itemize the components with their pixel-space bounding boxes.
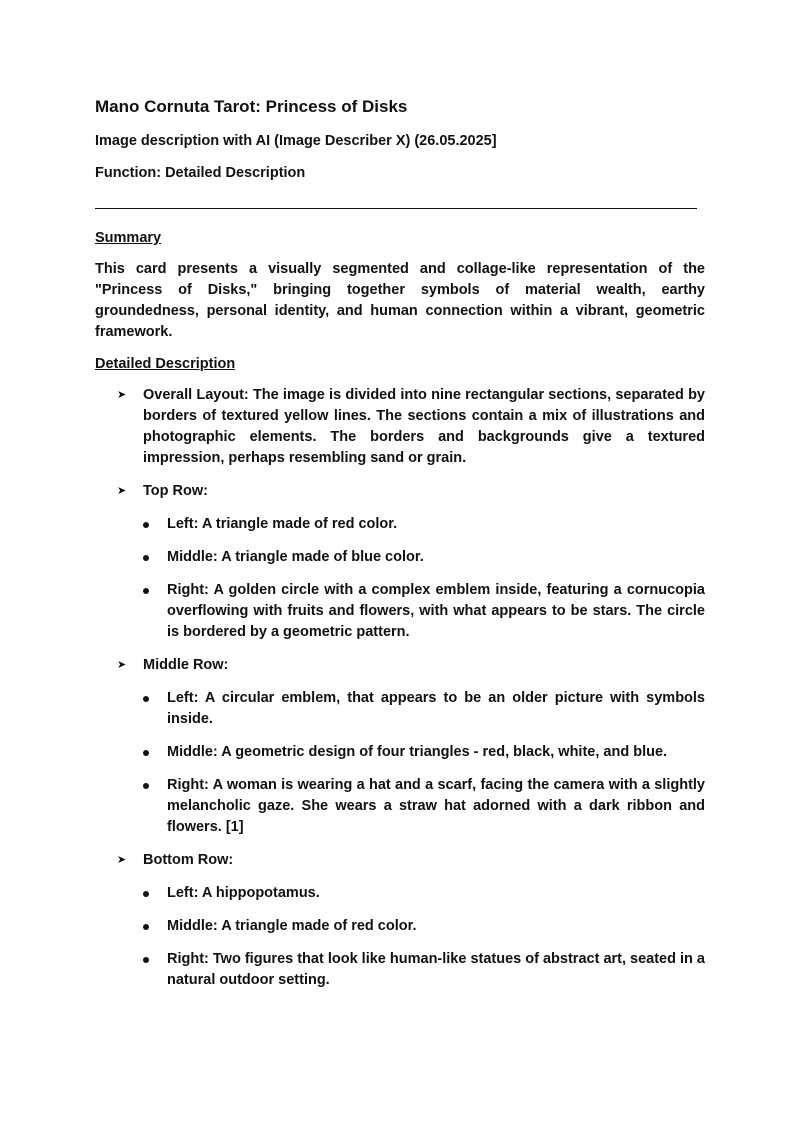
- summary-heading: Summary: [95, 230, 162, 246]
- bullet-dot-icon: [143, 588, 149, 594]
- arrow-bullet-icon: ➤: [117, 659, 127, 671]
- section-overall-layout: [95, 385, 705, 469]
- document-subtitle: Image description with AI (Image Describer X) (26.05.2025]: [95, 133, 497, 149]
- list-item: Right: Two figures that look like human-like statues of abstract art, seated in a natural outdoor setting.: [143, 949, 705, 991]
- bullet-dot-icon: [143, 891, 149, 897]
- list-item: Left: A triangle made of red color.: [143, 514, 705, 535]
- bullet-dot-icon: [143, 750, 149, 756]
- bullet-dot-icon: [143, 783, 149, 789]
- top-row-items: [143, 514, 705, 643]
- summary-paragraph: This card presents a visually segmented and collage-like representation of the "Princess of Disks," bringing together symbols of material wealth, earthy groundedness, personal identity, and human connection within a vibrant, geometric framework.: [95, 261, 705, 340]
- arrow-bullet-icon: ➤: [117, 389, 127, 401]
- section-bottom-row: [95, 850, 705, 991]
- bullet-dot-icon: [143, 555, 149, 561]
- list-item: Left: A hippopotamus.: [143, 883, 705, 904]
- document-function: Function: Detailed Description: [95, 165, 306, 181]
- bullet-dot-icon: [143, 522, 149, 528]
- list-item: Middle: A geometric design of four triangles - red, black, white, and blue.: [143, 742, 705, 763]
- section-label: Middle Row:: [143, 657, 229, 673]
- list-item: Right: A golden circle with a complex emblem inside, featuring a cornucopia overflowing with fruits and flowers, with what appears to be stars. The circle is bordered by a geometric pattern.: [143, 580, 705, 643]
- middle-row-items: [143, 688, 705, 838]
- list-item: Middle: A triangle made of red color.: [143, 916, 705, 937]
- bottom-row-items: [143, 883, 705, 991]
- bullet-dot-icon: [143, 924, 149, 930]
- detailed-description-heading: Detailed Description: [95, 356, 236, 372]
- section-list: [95, 385, 705, 991]
- bullet-dot-icon: [143, 696, 149, 702]
- list-item: Middle: A triangle made of blue color.: [143, 547, 705, 568]
- list-item: Right: A woman is wearing a hat and a scarf, facing the camera with a slightly melancholic gaze. She wears a straw hat adorned with a dark ribbon and flowers. [1]: [143, 775, 705, 838]
- document-content: [95, 96, 705, 1003]
- section-label: Bottom Row:: [143, 852, 234, 868]
- arrow-bullet-icon: ➤: [117, 485, 127, 497]
- bullet-dot-icon: [143, 957, 149, 963]
- arrow-bullet-icon: ➤: [117, 854, 127, 866]
- list-item: Left: A circular emblem, that appears to be an older picture with symbols inside.: [143, 688, 705, 730]
- horizontal-divider: [95, 208, 697, 209]
- document-title: Mano Cornuta Tarot: Princess of Disks: [95, 97, 408, 116]
- section-top-row: [95, 481, 705, 643]
- section-middle-row: [95, 655, 705, 838]
- section-label: Overall Layout: The image is divided into nine rectangular sections, separated by borders of textured yellow lines. The sections contain a mix of illustrations and photographic elements. The borders and backgrounds give a textured impression, perhaps resembling sand or grain.: [143, 387, 705, 466]
- section-label: Top Row:: [143, 483, 208, 499]
